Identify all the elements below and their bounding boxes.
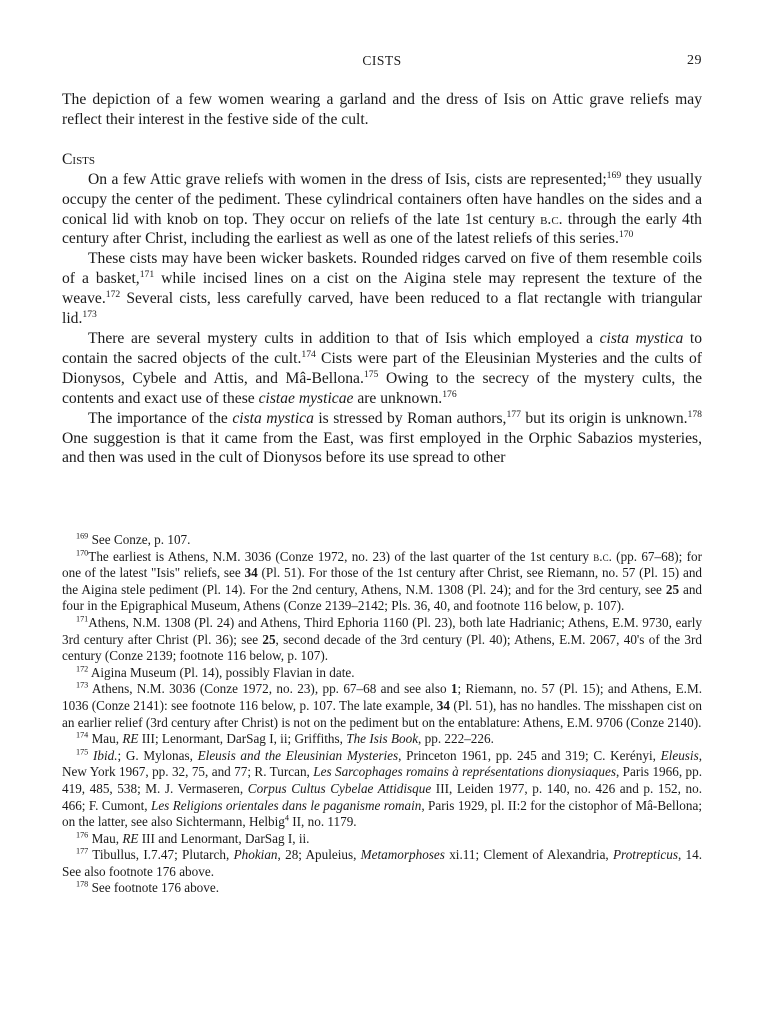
page-number: 29 [687, 53, 702, 68]
footnote-ref: 178 [687, 408, 702, 420]
footnote-177: $^{177}$ Tibullus, I.7.47; Plutarch, Phokian, 28; Apuleius, Metamorphoses xi.11; Clement of Alexandria, Protrepticus, 14. See also footnote 176 above. [62, 846, 703, 879]
footnote-ref: 172 [105, 288, 121, 300]
footnote-170: $^{170}$The earliest is Athens, N.M. 3036 (Conze 1972, no. 23) of the last quarter of the 1st century b.c. (pp. 67–68); for one of the latest "Isis" reliefs, see 34 (Pl. 51). For those of the 1st century after Christ, see Riemann, no. 57 (Pl. 15) and the Aigina stele pediment (Pl. 14). For the 2nd century, Athens, N.M. 1308 (Pl. 24); and for the 3rd century, see 25 and four in the Epigraphical Museum, Athens (Conze 2139–2142; Pls. 36, 40, and footnote 116 below, p. 107). [62, 548, 703, 614]
footnote-ref: 175 [363, 368, 379, 380]
running-header [62, 53, 702, 73]
running-title: CISTS [362, 53, 402, 68]
footnote-174: $^{174}$ Mau, RE III; Lenormant, DarSag I, ii; Griffiths, The Isis Book, pp. 222–226. [76, 730, 494, 747]
footnote-172: $^{172}$ Aigina Museum (Pl. 14), possibly Flavian in date. [76, 664, 355, 680]
footnote-176: $^{176}$ Mau, RE III and Lenormant, DarSag I, ii. [76, 830, 310, 846]
footnote-171: $^{171}$Athens, N.M. 1308 (Pl. 24) and Athens, Third Ephoria 1160 (Pl. 23), both late Hadrianic; Athens, E.M. 9730, early 3rd century after Christ (Pl. 36); see 25, second decade of the 3rd century (Pl. 40); Athens, E.M. 2067, 40's of the 3rd century (Conze 2139; footnote 116 below, p. 107). [62, 614, 702, 664]
section-heading: Cists [62, 150, 96, 168]
intro-paragraph: The depiction of a few women wearing a garland and the dress of Isis on Attic grave reliefs may reflect their interest in the festive side of the cult. [62, 91, 702, 128]
paragraph-4: The importance of the cista mystica is stressed by Roman authors,$^{177}$ but its origin is unknown.$^{178}$ One suggestion is that it came from the East, was first employed in the Orphic Sabazios mysteries, and then was used in the cult of Dionysos before its use spread to other [62, 408, 702, 467]
footnote-173: $^{173}$ Athens, N.M. 3036 (Conze 1972, no. 23), pp. 67–68 and see also 1; Riemann, no. 57 (Pl. 15); and Athens, E.M. 1036 (Conze 2141): see footnote 116 below, p. 107. The late example, 34 (Pl. 51), has no handles. The misshapen cist on an earlier relief (3rd century after Christ) is not on the pediment but on the entablature: Athens, E.M. 9706 (Conze 2140). [62, 680, 702, 730]
footnote-ref: 169 [606, 169, 622, 181]
footnote-ref: 170 [618, 229, 634, 241]
footnote-175: $^{175}$ Ibid.; G. Mylonas, Eleusis and the Eleusinian Mysteries, Princeton 1961, pp. 245 and 319; C. Kerényi, Eleusis, New York 1967, pp. 32, 75, and 77; R. Turcan, Les Sarcophages romains à représentations dionysiaques, Paris 1966, pp. 419, 485, 538; M. J. Vermaseren, Corpus Cultus Cybelae Attidisque III, Leiden 1977, p. 140, no. 426 and p. 152, no. 466; F. Cumont, Les Religions orientales dans le paganisme romain, Paris 1929, pl. II:2 for the cistophor of Mâ-Bellona; on the latter, see also Sichtermann, Helbig$^4$ II, no. 1179. [62, 747, 703, 830]
footnote-178: $^{178}$ See footnote 176 above. [76, 880, 220, 896]
footnote-ref: 174 [301, 348, 316, 360]
paragraph-1: On a few Attic grave reliefs with women in the dress of Isis, cists are represented;$^{169}$ they usually occupy the center of the pediment. These cylindrical containers often have handles on the sides and a conical lid with knob on top. They occur on reliefs of the late 1st century b.c. through the early 4th century after Christ, including the earliest as well as one of the latest reliefs of this series.$^{170}$ [62, 169, 702, 248]
footnote-169: $^{169}$ See Conze, p. 107. [76, 531, 191, 547]
footnotes [62, 532, 702, 897]
footnote-ref: 173 [82, 308, 97, 320]
main-text [62, 90, 702, 468]
footnote-ref: 176 [442, 388, 457, 400]
footnote-ref: 177 [506, 408, 521, 420]
paragraph-3: There are several mystery cults in addition to that of Isis which employed a cista mystica to contain the sacred objects of the cult.$^{174}$ Cists were part of the Eleusinian Mysteries and the cults of Dionysos, Cybele and Attis, and Mâ-Bellona.$^{175}$ Owing to the secrecy of the mystery cults, the contents and exact use of these cistae mysticae are unknown.$^{176}$ [62, 329, 702, 407]
footnote-ref: 171 [139, 269, 155, 281]
paragraph-2: These cists may have been wicker baskets. Rounded ridges carved on five of them resemble coils of a basket,$^{171}$ while incised lines on a cist on the Aigina stele may represent the texture of the weave.$^{172}$ Several cists, less carefully carved, have been reduced to a flat rectangle with triangular lid.$^{173}$ [62, 250, 702, 328]
